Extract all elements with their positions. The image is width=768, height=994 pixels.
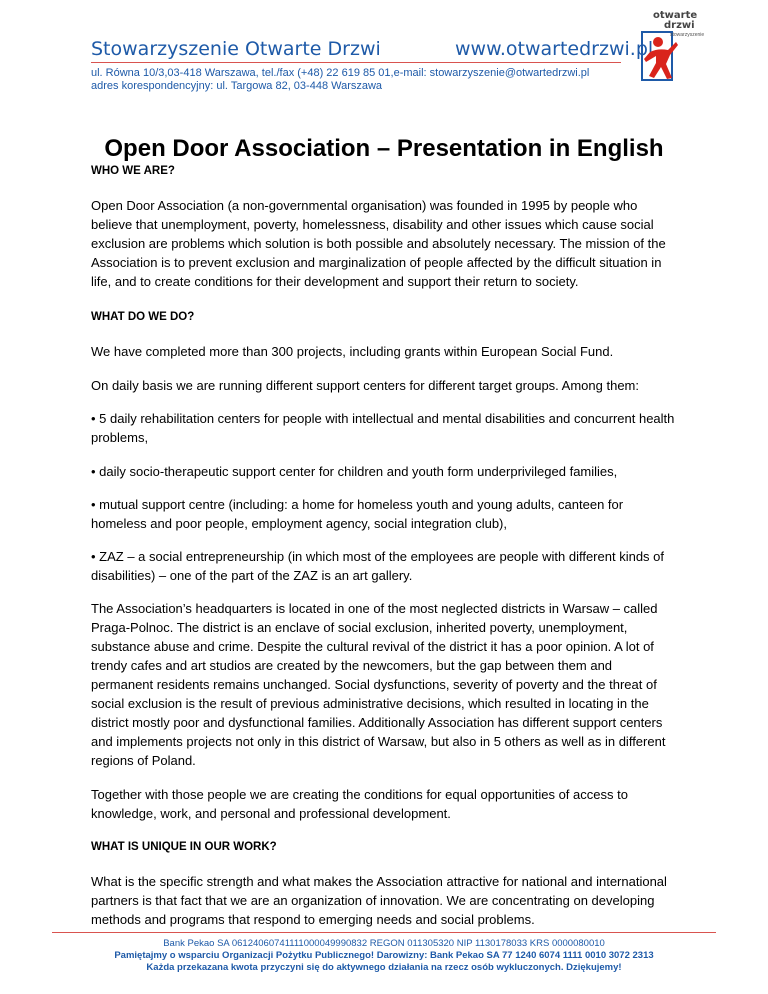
footer-donation-line: Pamiętajmy o wsparciu Organizacji Pożytku Publicznego! Darowizny: Bank Pekao SA 77 1240 6074 1111 0010 3072 2313 [114,950,654,961]
document-body [91,162,677,929]
footer-thanks-line: Każda przekazana kwota przyczyni się do aktywnego działania na rzecz osób wykluczonych. Dziękujemy! [146,962,622,973]
list-item: • ZAZ – a social entrepreneurship (in which most of the employees are people with different kinds of disabilities) – one of the part of the ZAZ is an art gallery. [91,549,664,583]
list-item: • mutual support centre (including: a home for homeless youth and young adults, canteen for homeless and poor people, employment agency, social integration club), [91,497,624,531]
what-paragraph-1: We have completed more than 300 projects, including grants within European Social Fund. [91,344,614,359]
logo-text-mid: drzwi [664,20,695,31]
address-line: ul. Równa 10/3,03-418 Warszawa, tel./fax (+48) 22 619 85 01,e-mail: stowarzyszenie@otwartedrzwi.pl [91,67,590,79]
page-title: Open Door Association – Presentation in English [104,135,664,162]
list-item: • 5 daily rehabilitation centers for people with intellectual and mental disabilities and concurrent health problems, [91,411,675,445]
organization-name: Stowarzyszenie Otwarte Drzwi [91,38,381,60]
what-paragraph-2: On daily basis we are running different support centers for different target groups. Among them: [91,378,639,393]
who-paragraph: Open Door Association (a non-governmental organisation) was founded in 1995 by people who believe that unemployment, poverty, homelessness, disability and other issues which cause social exclusion are problems which solution is both possible and absolutely necessary. The mission of the Association is to prevent exclusion and marginalization of people affected by the difficult situation in life, and to create conditions for their development and support their return to society. [91,198,666,289]
header-address-block [91,67,631,93]
headquarters-paragraph: The Association’s headquarters is located in one of the most neglected districts in Warsaw – called Praga-Polnoc. The district is an enclave of social exclusion, inherited poverty, unemployment, substance abuse and crime. Despite the cultural revival of the district it has a poor opinion. A lot of trendy cafes and art studios are created by the newcomers, but the gap between them and permanent residents remains unchanged. Social dysfunctions, severity of poverty and the threat of social exclusion is the result of previous administrative decisions, which resulted in locating in the district mostly poor and dysfunctional families. Additionally Association has different support centers and implements projects not only in this district of Warsaw, but also in 5 others as well as in different regions of Poland. [91,601,666,768]
logo-text-small: stowarzyszenie [670,32,705,38]
logo-text-top: otwarte [653,10,698,21]
what-heading: WHAT DO WE DO? [91,311,195,323]
who-heading: WHO WE ARE? [91,165,175,177]
unique-paragraph: What is the specific strength and what makes the Association attractive for national and international partners is that fact that we are an organization of innovation. We are concentrating on developing methods and programs that respond to emerging needs and social problems. [91,874,667,927]
correspondence-line: adres korespondencyjny: ul. Targowa 82, 03-448 Warszawa [91,80,383,92]
together-paragraph: Together with those people we are creating the conditions for equal opportunities of access to knowledge, work, and personal and professional development. [91,787,628,821]
association-logo [628,8,705,90]
footer-divider [52,932,716,933]
footer-bank-line: Bank Pekao SA 06124060741111000049990832 REGON 011305320 NIP 1130178033 KRS 0000080010 [163,938,605,949]
list-item: • daily socio-therapeutic support center for children and youth form underprivileged families, [91,464,618,479]
unique-heading: WHAT IS UNIQUE IN OUR WORK? [91,841,277,853]
header-divider [91,62,621,63]
website-link[interactable]: www.otwartedrzwi.pl [455,38,654,60]
